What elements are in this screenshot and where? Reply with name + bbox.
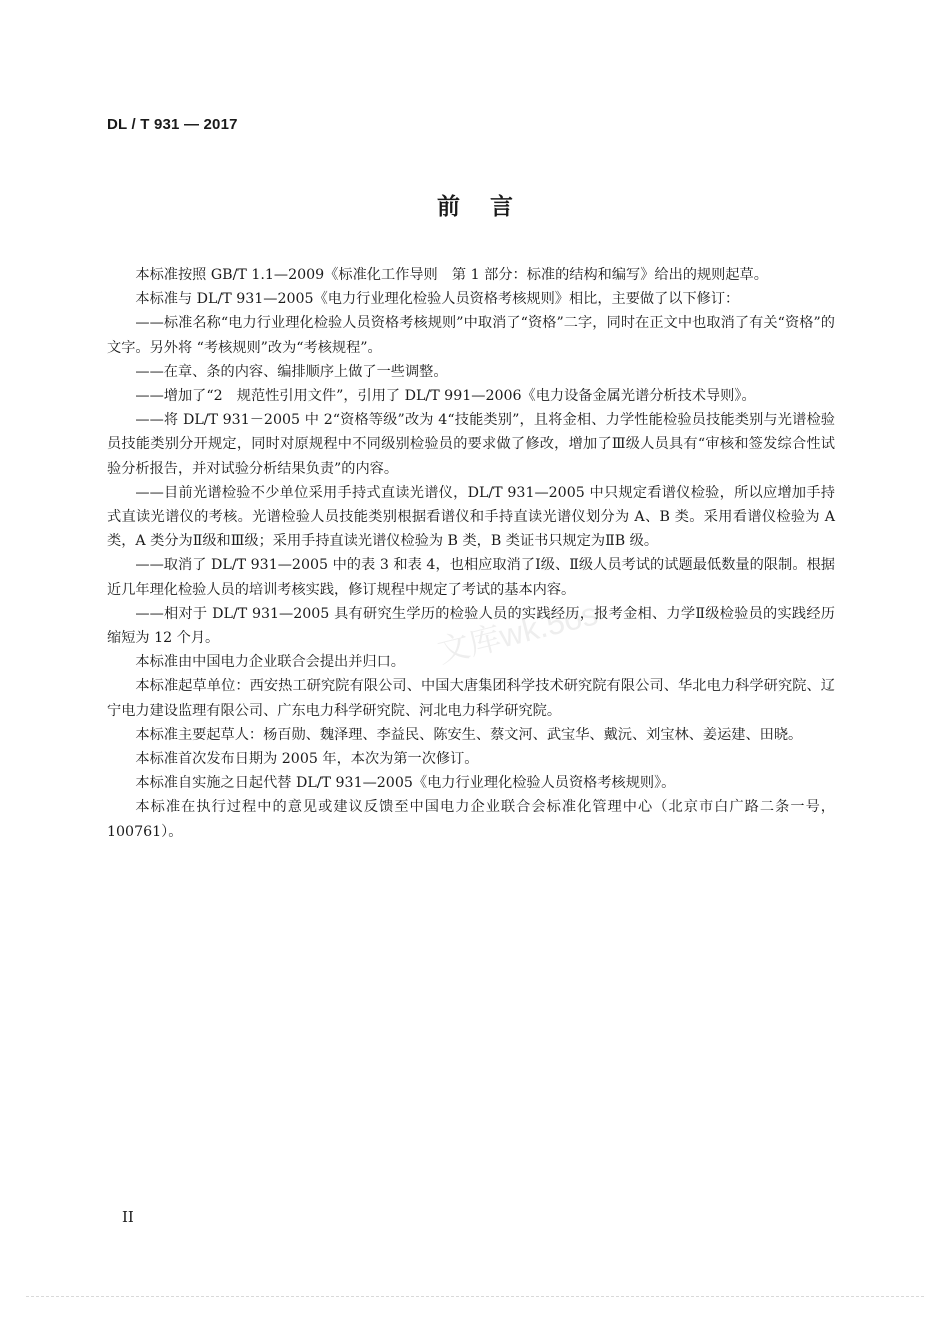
paragraph: 本标准自实施之日起代替 DL/T 931—2005《电力行业理化检验人员资格考核规则》。 [135,775,676,792]
page-title: 前言 [437,194,543,220]
standard-code: DL / T 931 — 2017 [107,116,238,133]
foreword-body [107,263,835,844]
paragraph: ——标准名称“电力行业理化检验人员资格考核规则”中取消了“资格”二字，同时在正文中也取消了有关“资格”的文字。另外将 “考核规则”改为“考核规程”。 [107,315,835,356]
paragraph: 本标准与 DL/T 931—2005《电力行业理化检验人员资格考核规则》相比，主要做了以下修订： [135,291,740,308]
paragraph: ——在章、条的内容、编排顺序上做了一些调整。 [135,363,448,380]
paragraph: 本标准在执行过程中的意见或建议反馈至中国电力企业联合会标准化管理中心（北京市白广路二条一号，100761）。 [107,799,835,840]
page-number: II [122,1208,134,1226]
paragraph: 本标准主要起草人：杨百勋、魏泽理、李益民、陈安生、蔡文河、武宝华、戴沅、刘宝林、姜运建、田晓。 [135,726,803,743]
paragraph: ——取消了 DL/T 931—2005 中的表 3 和表 4，也相应取消了Ⅰ级、Ⅱ级人员考试的试题最低数量的限制。根据近几年理化检验人员的培训考核实践，修订规程中规定了考试的基本内容。 [107,557,835,598]
paragraph: 本标准按照 GB/T 1.1—2009《标准化工作导则 第 1 部分：标准的结构和编写》给出的规则起草。 [135,267,768,283]
paragraph: ——目前光谱检验不少单位采用手持式直读光谱仪，DL/T 931—2005 中只规定看谱仪检验，所以应增加手持式直读光谱仪的考核。光谱检验人员技能类别根据看谱仪和手持直读光谱仪划分为 A、B 类。采用看谱仪检验为 A 类，A 类分为Ⅱ级和Ⅲ级；采用手持直读光谱仪检验为 B 类，B 类证书只规定为ⅡB 级。 [107,484,835,550]
paragraph: ——将 DL/T 931－2005 中 2“资格等级”改为 4“技能类别”，且将金相、力学性能检验员技能类别与光谱检验员技能类别分开规定，同时对原规程中不同级别检验员的要求做了修改，增加了Ⅲ级人员具有“审核和签发综合性试验分析报告，并对试验分析结果负责”的内容。 [107,412,835,477]
paragraph: 本标准首次发布日期为 2005 年，本次为第一次修订。 [135,751,479,768]
paragraph: 本标准起草单位：西安热工研究院有限公司、中国大唐集团科学技术研究院有限公司、华北电力科学研究院、辽宁电力建设监理有限公司、广东电力科学研究院、河北电力科学研究院。 [107,678,835,719]
page-divider [26,1296,924,1297]
paragraph: ——相对于 DL/T 931—2005 具有研究生学历的检验人员的实践经历，报考金相、力学Ⅱ级检验员的实践经历缩短为 12 个月。 [107,605,835,647]
watermark: 文库wk.5os [433,595,602,670]
paragraph: ——增加了“2 规范性引用文件”，引用了 DL/T 991—2006《电力设备金属光谱分析技术导则》。 [135,388,756,405]
paragraph: 本标准由中国电力企业联合会提出并归口。 [135,654,405,671]
